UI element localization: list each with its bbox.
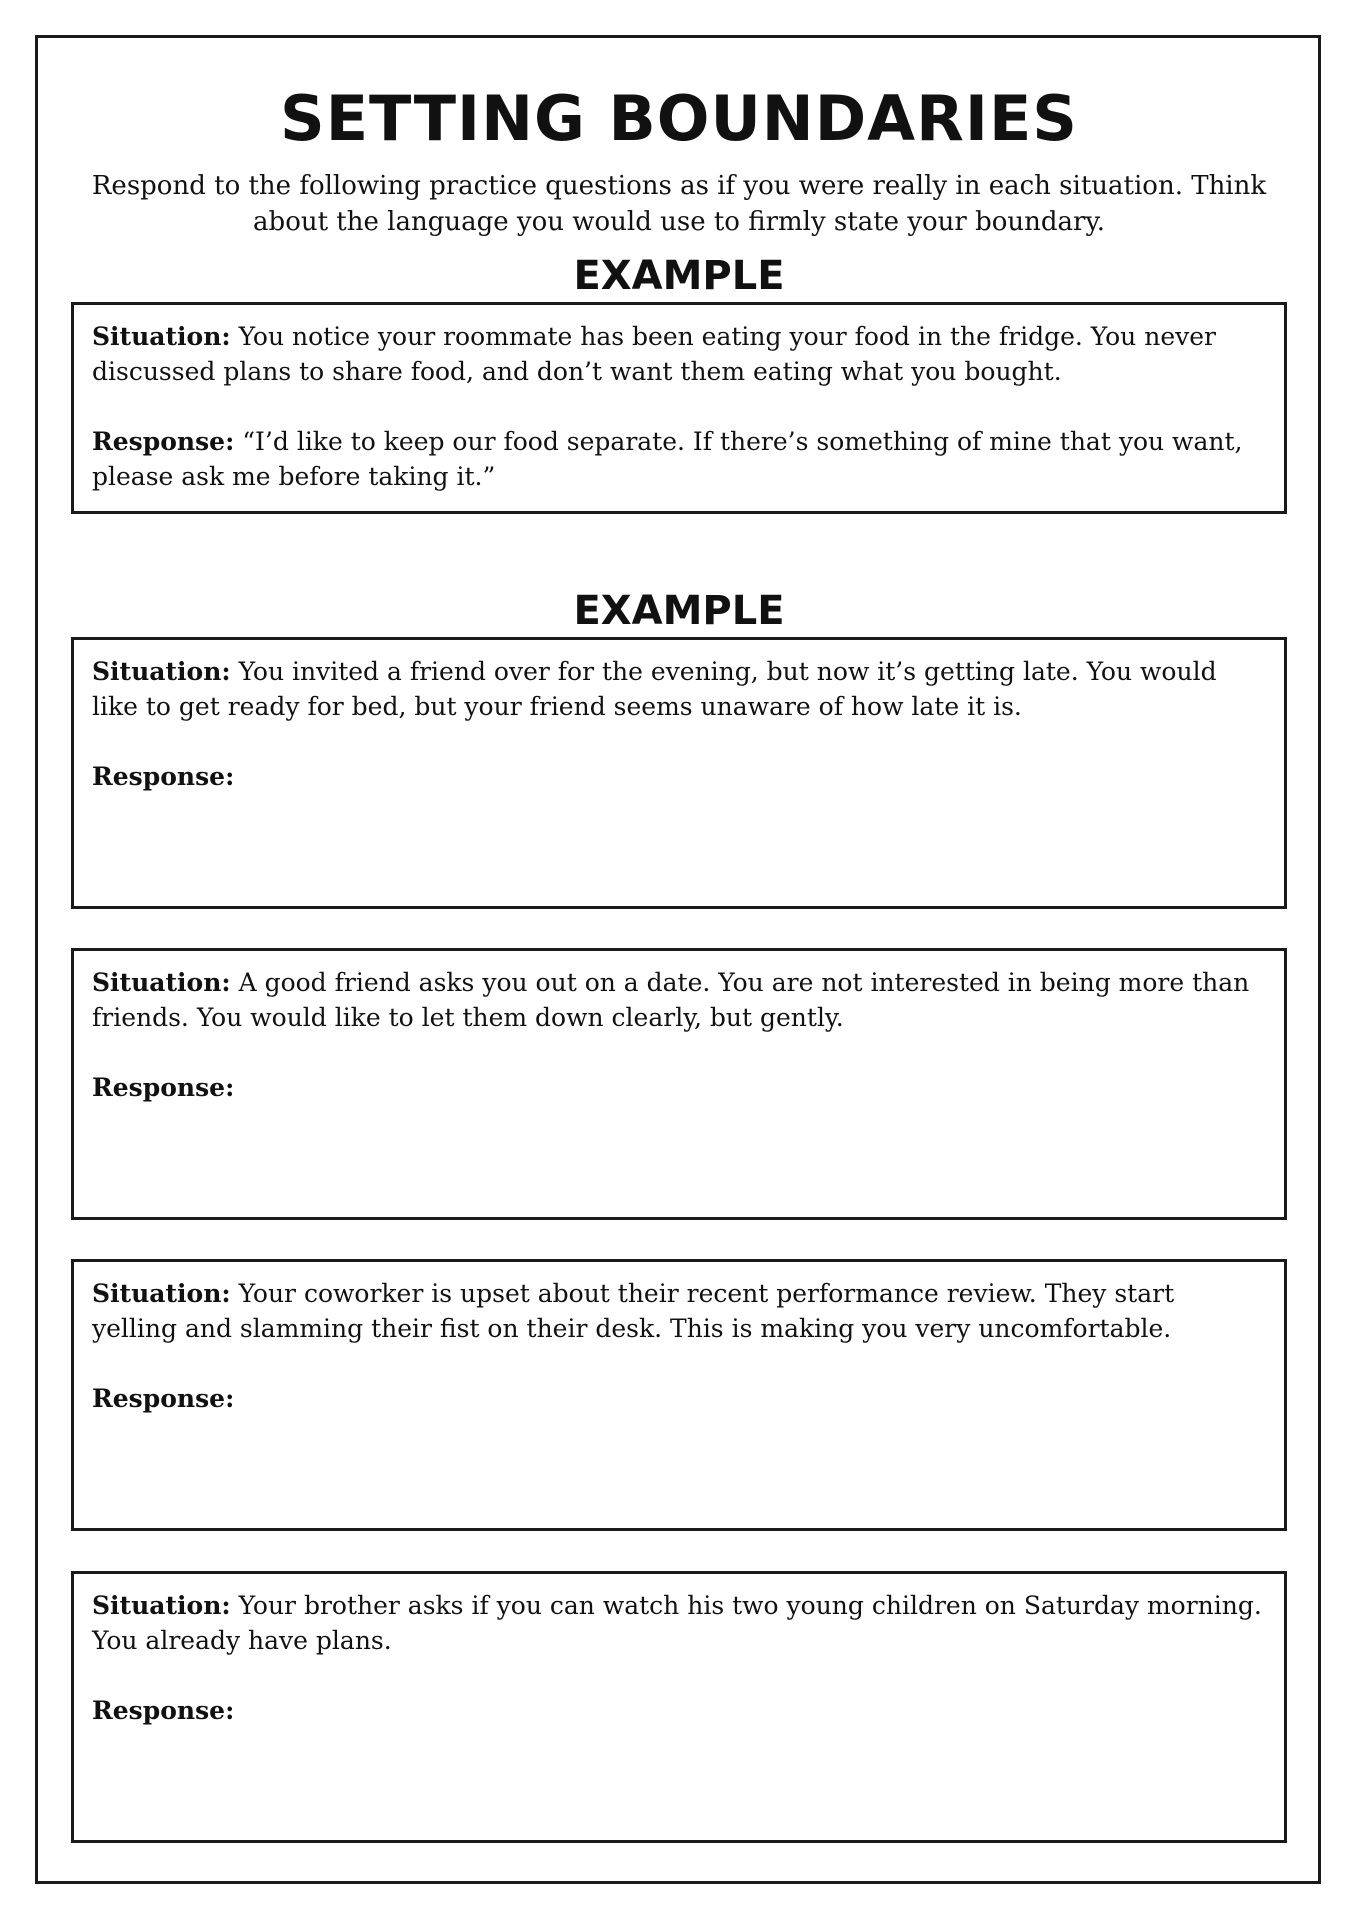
response-label: Response: xyxy=(92,762,235,791)
example-situation xyxy=(92,319,1266,389)
example-response xyxy=(92,424,1266,494)
situation-text: A good friend asks you out on a date. You are not interested in being more than friends. You would like to let them down clearly, but gently. xyxy=(92,968,1250,1032)
practice-response[interactable] xyxy=(92,1381,1266,1416)
situation-text: You invited a friend over for the evening, but now it’s getting late. You would like to get ready for bed, but your friend seems unaware of how late it is. xyxy=(92,657,1217,721)
practice-box-4 xyxy=(71,1571,1287,1843)
practice-heading: EXAMPLE xyxy=(573,588,785,634)
practice-box-1 xyxy=(71,637,1287,909)
response-text: “I’d like to keep our food separate. If there’s something of mine that you want, please ask me before taking it.” xyxy=(92,427,1243,491)
situation-label: Situation: xyxy=(92,1591,231,1620)
practice-situation xyxy=(92,654,1266,724)
practice-situation xyxy=(92,965,1266,1035)
situation-label: Situation: xyxy=(92,657,231,686)
practice-response[interactable] xyxy=(92,759,1266,794)
practice-response[interactable] xyxy=(92,1693,1266,1728)
response-label: Response: xyxy=(92,1384,235,1413)
example-heading: EXAMPLE xyxy=(573,253,785,299)
situation-text: Your coworker is upset about their recent performance review. They start yelling and slamming their fist on their desk. This is making you very uncomfortable. xyxy=(92,1279,1175,1343)
situation-label: Situation: xyxy=(92,322,231,351)
practice-situation xyxy=(92,1588,1266,1658)
practice-situation xyxy=(92,1276,1266,1346)
practice-box-3 xyxy=(71,1259,1287,1531)
response-label: Response: xyxy=(92,1073,235,1102)
page-title: SETTING BOUNDARIES xyxy=(280,82,1078,155)
situation-text: You notice your roommate has been eating your food in the fridge. You never discussed plans to share food, and don’t want them eating what you bought. xyxy=(92,322,1216,386)
situation-label: Situation: xyxy=(92,1279,231,1308)
example-box xyxy=(71,302,1287,514)
response-label: Response: xyxy=(92,427,235,456)
response-label: Response: xyxy=(92,1696,235,1725)
instructions: Respond to the following practice questions as if you were really in each situation. Think about the language you would use to firmly state your boundary. xyxy=(91,171,1267,237)
situation-text: Your brother asks if you can watch his two young children on Saturday morning. You already have plans. xyxy=(92,1591,1262,1655)
practice-box-2 xyxy=(71,948,1287,1220)
situation-label: Situation: xyxy=(92,968,231,997)
practice-response[interactable] xyxy=(92,1070,1266,1105)
